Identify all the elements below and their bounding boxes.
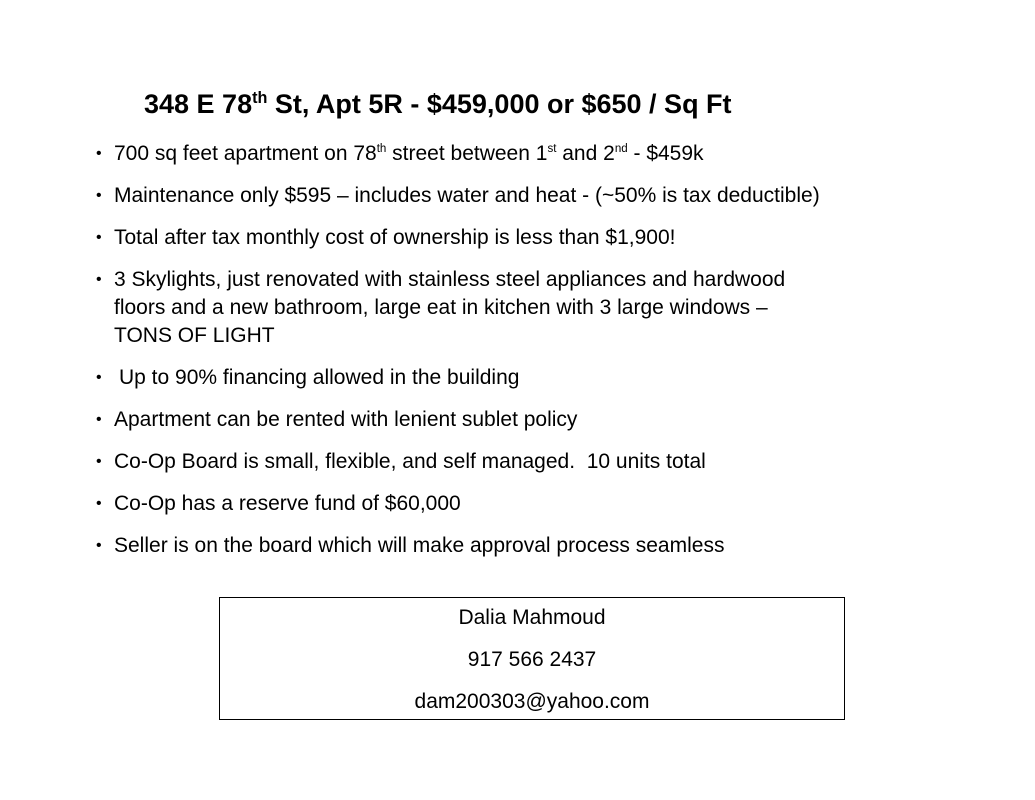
bullet-icon: • (96, 453, 102, 470)
contact-box (219, 597, 845, 720)
bullet-icon: • (96, 537, 102, 554)
title-price-info: St, Apt 5R - $459,000 or $650 / Sq Ft (267, 89, 732, 119)
contact-name: Dalia Mahmoud (458, 606, 606, 629)
bullet-icon: • (96, 495, 102, 512)
feature-list (96, 140, 996, 574)
bullet-text-line: floors and a new bathroom, large eat in kitchen with 3 large windows – (114, 296, 768, 319)
ordinal-suffix: st (547, 143, 557, 155)
list-item (96, 224, 996, 252)
title-address-number: 348 E 78 (144, 89, 253, 119)
bullet-icon: • (96, 411, 102, 428)
list-item (96, 364, 996, 392)
bullet-icon: • (96, 145, 102, 162)
list-item (96, 182, 996, 210)
list-item (96, 406, 996, 434)
bullet-text-part: and 2 (556, 142, 615, 165)
bullet-text: Seller is on the board which will make approval process seamless (114, 534, 725, 557)
bullet-text-part: street between 1 (386, 142, 548, 165)
bullet-text-line: TONS OF LIGHT (114, 324, 275, 347)
bullet-text-part: 700 sq feet apartment on 78 (114, 142, 377, 165)
list-item (96, 532, 996, 560)
list-item (96, 448, 996, 476)
bullet-text-part: - $459k (627, 142, 704, 165)
list-item (96, 140, 996, 168)
ordinal-suffix: th (376, 143, 387, 155)
bullet-text: Co-Op has a reserve fund of $60,000 (114, 492, 461, 515)
bullet-text: Co-Op Board is small, flexible, and self managed. 10 units total (114, 450, 706, 473)
ordinal-suffix: nd (614, 143, 628, 155)
bullet-text: Maintenance only $595 – includes water and heat - (~50% is tax deductible) (114, 184, 820, 207)
bullet-text: Up to 90% financing allowed in the building (119, 366, 520, 389)
bullet-icon: • (96, 229, 102, 246)
bullet-text: Total after tax monthly cost of ownership is less than $1,900! (114, 226, 676, 249)
contact-email: dam200303@yahoo.com (414, 690, 650, 713)
title-ordinal-suffix: th (252, 89, 268, 107)
list-item (96, 490, 996, 518)
page-title (144, 84, 732, 124)
list-item (96, 266, 996, 350)
bullet-text: Apartment can be rented with lenient sublet policy (114, 408, 578, 431)
bullet-text-line: 3 Skylights, just renovated with stainless steel appliances and hardwood (114, 268, 786, 291)
bullet-icon: • (96, 271, 102, 288)
bullet-icon: • (96, 187, 102, 204)
bullet-icon: • (96, 369, 102, 386)
contact-phone: 917 566 2437 (467, 648, 597, 671)
